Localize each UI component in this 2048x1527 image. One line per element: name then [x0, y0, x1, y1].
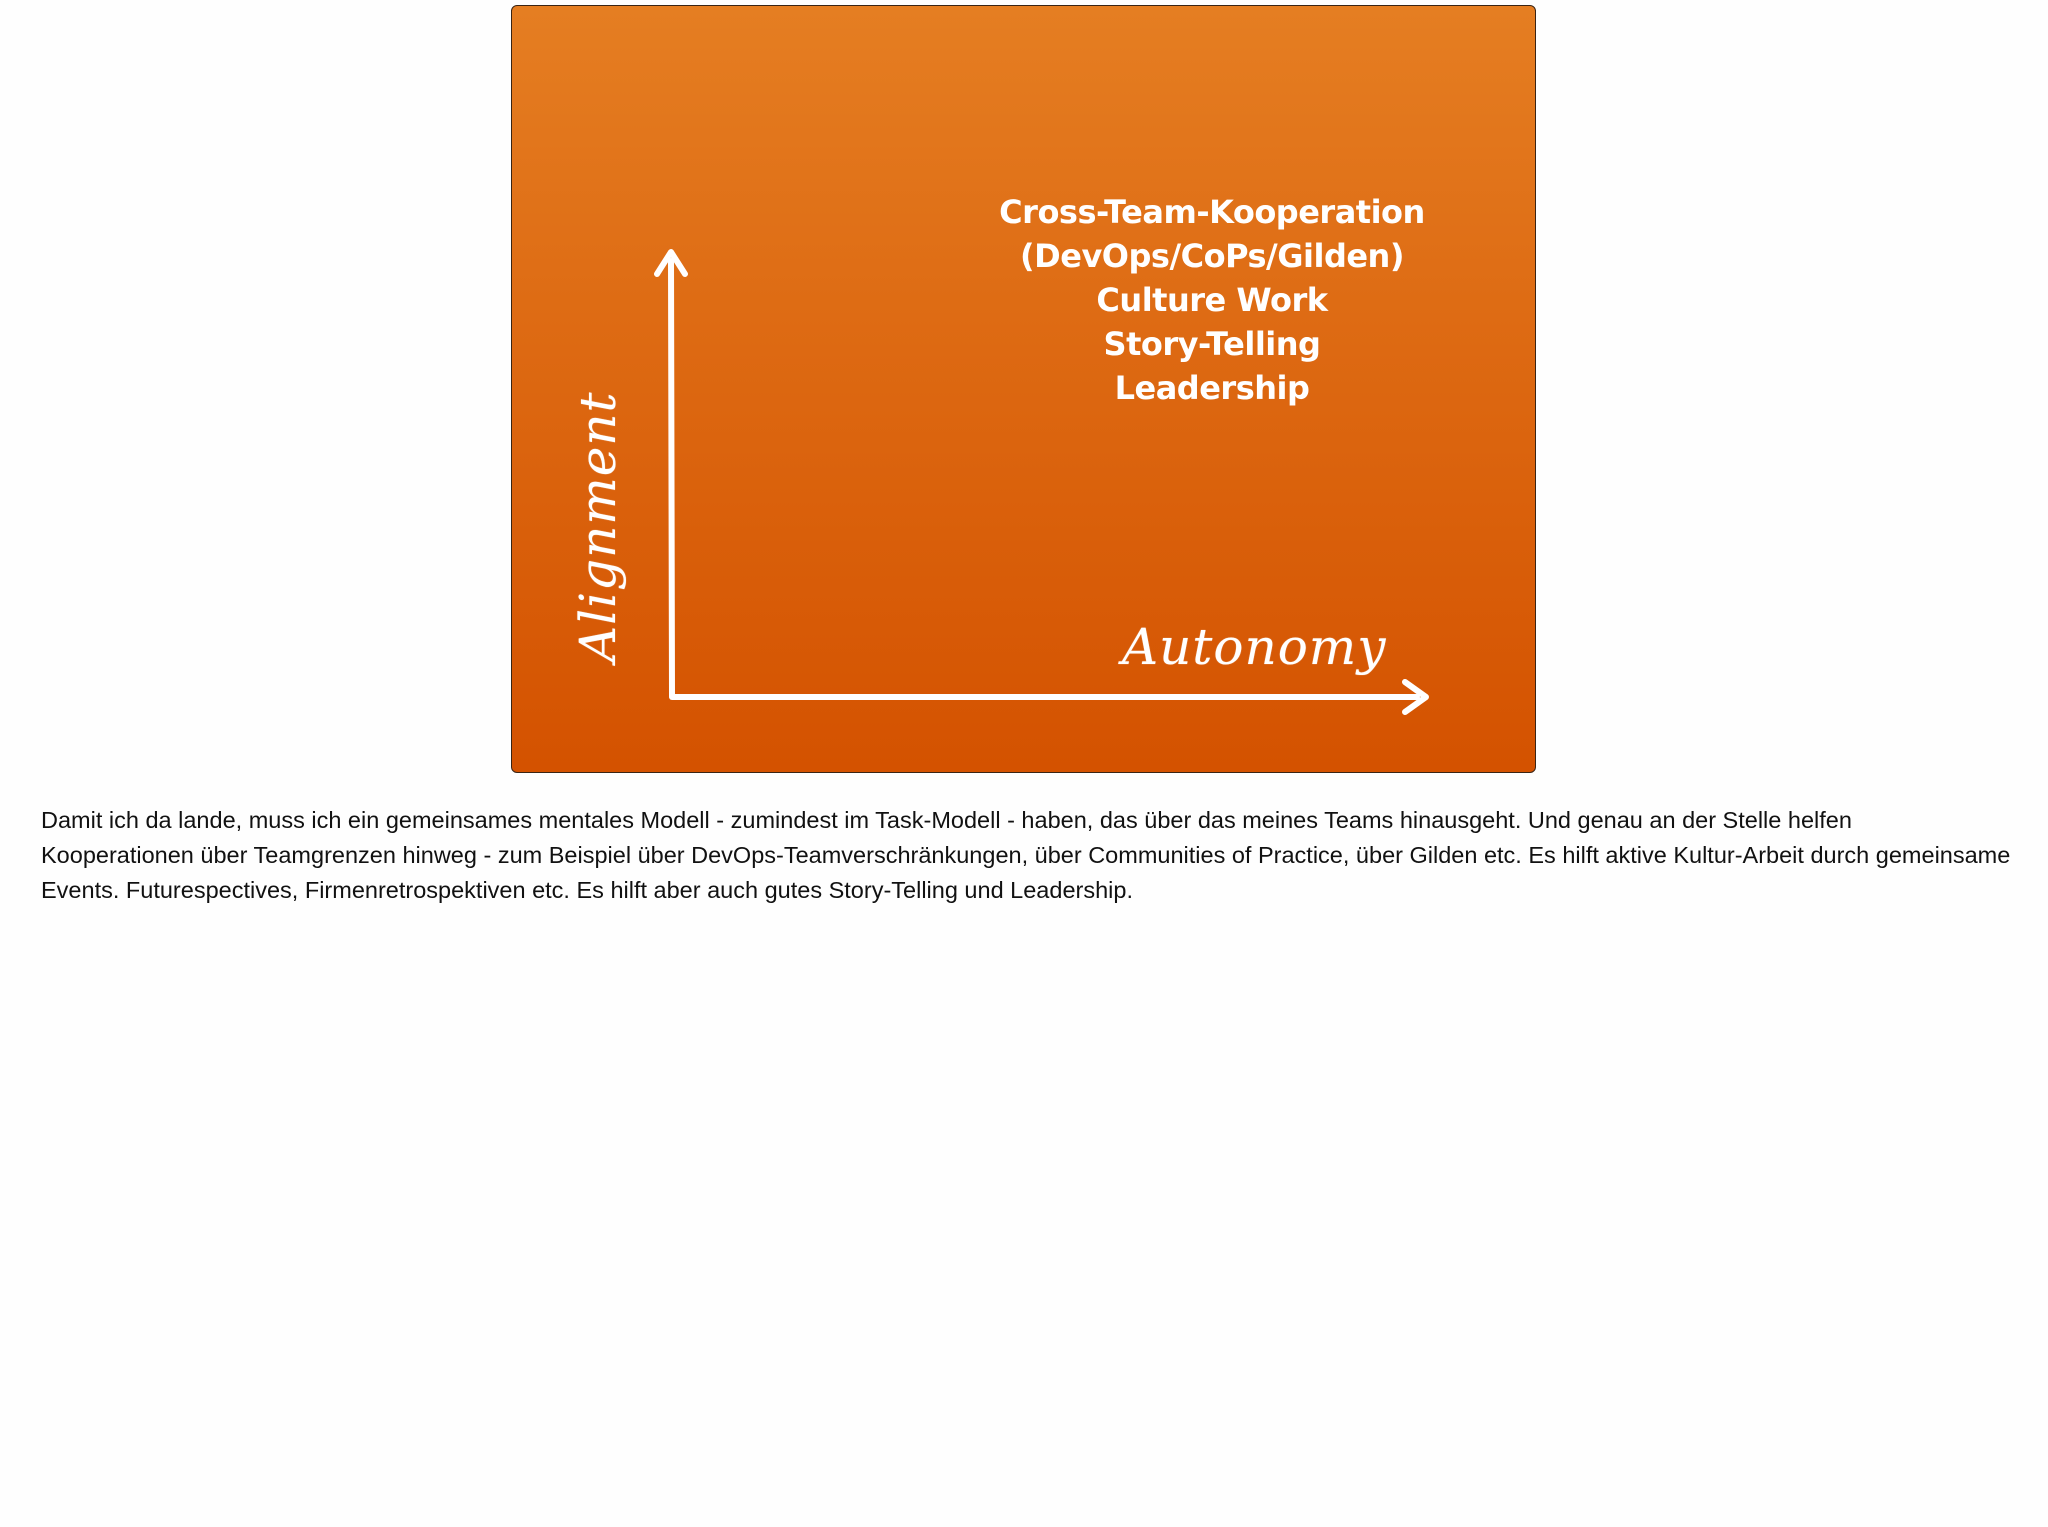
y-axis-line — [671, 261, 672, 696]
slide-line-story-telling: Story-Telling — [1103, 325, 1321, 363]
slide-bullet-list — [952, 190, 1472, 410]
slide-line-leadership: Leadership — [1114, 369, 1310, 407]
speaker-notes: Damit ich da lande, muss ich ein gemeinsames mentales Modell - zumindest im Task-Modell - haben, das über das meines Teams hinausgeht. Und genau an der Stelle helfen Kooperationen über Teamgrenzen hinweg - zum Beispiel über DevOps-Teamverschränkungen, über Communities of Practice, über Gilden etc. Es hilft aktive Kultur-Arbeit durch gemeinsame Events. Futurespectives, Firmenretrospektiven etc. Es hilft aber auch gutes Story-Telling und Leadership. — [41, 807, 2011, 903]
slide-line-cross-team: Cross-Team-Kooperation — [999, 193, 1425, 231]
slide-line-culture-work: Culture Work — [1096, 281, 1328, 319]
slide — [511, 5, 1536, 773]
x-axis-label: Autonomy — [1122, 618, 1387, 676]
slide-line-devops: (DevOps/CoPs/Gilden) — [1020, 237, 1404, 275]
y-axis-label: Alignment — [569, 391, 627, 662]
